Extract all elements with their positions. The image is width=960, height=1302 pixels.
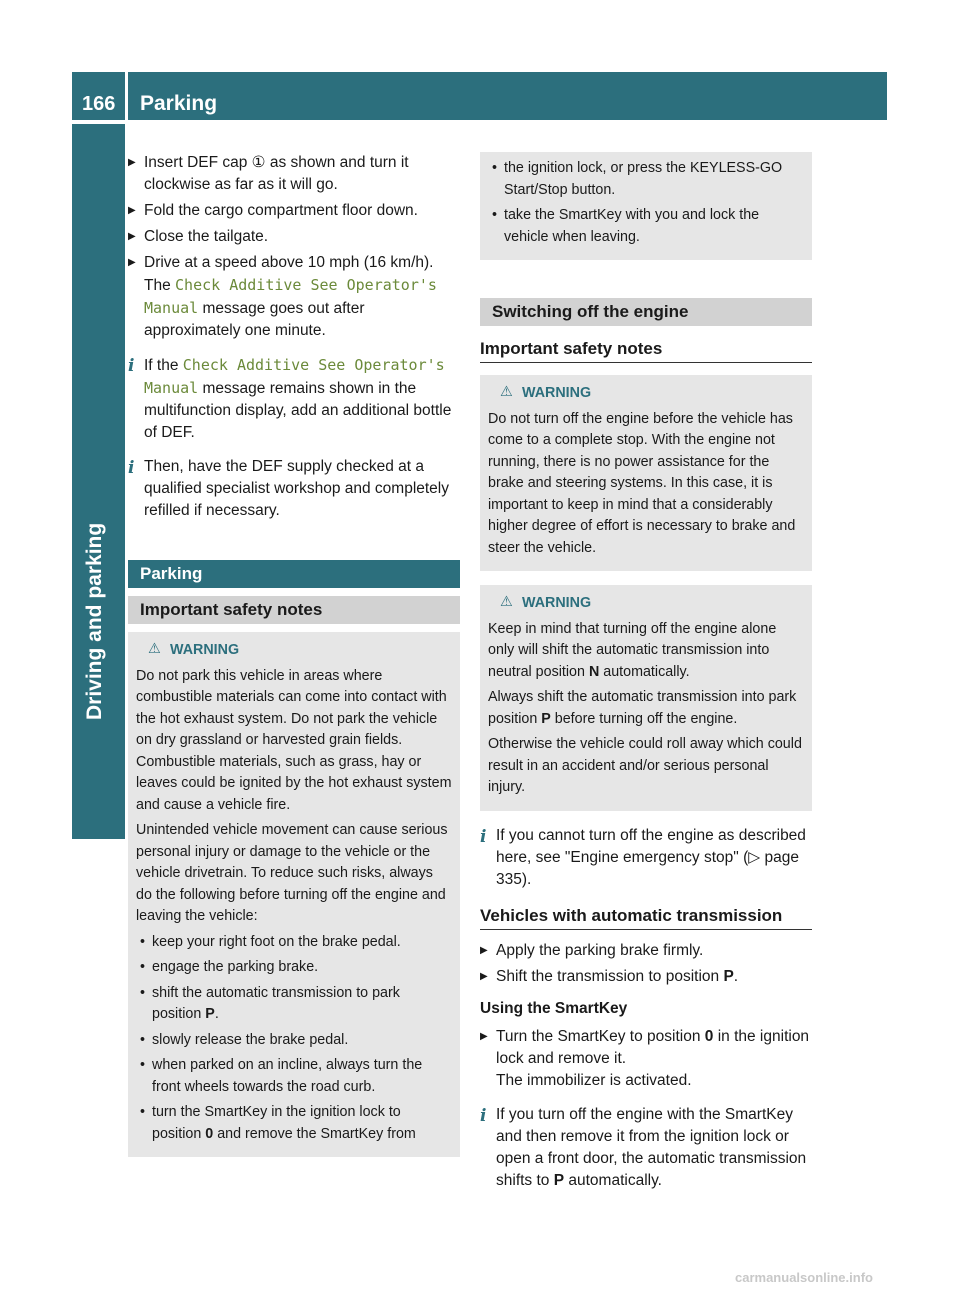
info-icon: i xyxy=(480,1105,487,1126)
watermark: carmanualsonline.info xyxy=(735,1270,873,1285)
subheading-safety: Important safety notes xyxy=(480,338,812,363)
info-icon: i xyxy=(480,826,487,847)
warning-title: ⚠ WARNING xyxy=(488,383,804,405)
warning-text: Otherwise the vehicle could roll away which could result in an accident and/or serious personal injury. xyxy=(488,736,802,795)
warning-text: Unintended vehicle movement can cause serious personal injury or damage to the vehicle or the vehicle drivetrain. To reduce such risks, always do the following before turning off the engine and leaving the vehicle: xyxy=(136,822,448,924)
warning-box xyxy=(480,585,812,811)
section-heading-switch-off: Switching off the engine xyxy=(480,298,812,326)
step-shift-p: ▶ Shift the transmission to position P. xyxy=(480,966,812,988)
list-item: • take the SmartKey with you and lock the vehicle when leaving. xyxy=(488,205,804,248)
list-item: • engage the parking brake. xyxy=(136,957,452,979)
warning-box xyxy=(128,632,460,1157)
list-item: • turn the SmartKey in the ignition lock to position 0 and remove the SmartKey from xyxy=(136,1102,452,1145)
info-note-smartkey: i If you turn off the engine with the SmartKey and then remove it from the ignition lock or open a front door, the automatic transmission shifts to P automatically. xyxy=(480,1105,807,1189)
list-item: • keep your right foot on the brake pedal. xyxy=(136,932,452,954)
list-item-continued: • the ignition lock, or press the KEYLESS-GO Start/Stop button. xyxy=(488,158,804,201)
page-number: 166 xyxy=(72,72,125,120)
right-column xyxy=(480,152,812,1198)
section-heading-safety: Important safety notes xyxy=(128,596,460,624)
warning-text: Always shift the automatic transmission into park position P before turning off the engine. xyxy=(488,689,797,727)
subheading-smartkey: Using the SmartKey xyxy=(480,999,628,1017)
warning-title: ⚠ WARNING xyxy=(136,640,452,662)
warning-title: ⚠ WARNING xyxy=(488,593,804,615)
list-item: • slowly release the brake pedal. xyxy=(136,1030,452,1052)
sidebar-bar-top xyxy=(72,124,125,516)
info-icon: i xyxy=(128,458,135,478)
warning-box xyxy=(480,375,812,571)
sidebar-bar-bottom xyxy=(72,724,125,839)
warning-box-continued xyxy=(480,152,812,260)
step-insert-cap: ▶ Insert DEF cap ① as shown and turn it clockwise as far as it will go. xyxy=(128,152,460,196)
list-item: • when parked on an incline, always turn the front wheels towards the road curb. xyxy=(136,1055,452,1098)
section-heading-parking: Parking xyxy=(128,560,460,588)
step-parking-brake: ▶ Apply the parking brake firmly. xyxy=(480,940,812,962)
display-message: Check Additive See Operator's Manual xyxy=(144,276,437,317)
info-icon: i xyxy=(128,356,135,376)
subheading-automatic: Vehicles with automatic transmission xyxy=(480,905,812,930)
list-item: • shift the automatic transmission to park position P. xyxy=(136,983,452,1026)
info-note-emergency: i If you cannot turn off the engine as described here, see "Engine emergency stop" (▷ page 335). xyxy=(480,826,806,888)
step-fold-floor: ▶ Fold the cargo compartment floor down. xyxy=(128,200,460,222)
left-column xyxy=(128,152,460,1157)
step-turn-smartkey: ▶ Turn the SmartKey to position 0 in the ignition lock and remove it. The immobilizer is activated. xyxy=(480,1026,812,1092)
warning-text: Do not turn off the engine before the vehicle has come to a complete stop. With the engine not running, there is no power assistance for the brake and steering systems. In this case, it is important to keep in mind that a considerably higher degree of effort is necessary to brake and steer the vehicle. xyxy=(488,410,796,556)
warning-text: Do not park this vehicle in areas where combustible materials can come into contact with the hot exhaust system. Do not park the vehicle on dry grassland or harvested grain fields. Combustible materials, such as grass, hay or leaves could be ignited by the hot exhaust system and cause a vehicle fire. xyxy=(136,667,452,813)
warning-text: Keep in mind that turning off the engine alone only will shift the automatic transmission into neutral position N automatically. xyxy=(488,620,777,680)
step-close-tailgate: ▶ Close the tailgate. xyxy=(128,226,460,248)
info-note-additive: i If the Check Additive See Operator's Manual message remains shown in the multifunction display, add an additional bottle of DEF. xyxy=(128,356,452,441)
display-message: Check Additive See Operator's Manual xyxy=(144,356,445,397)
info-note-workshop: i Then, have the DEF supply checked at a qualified specialist workshop and completely refilled if necessary. xyxy=(128,458,449,519)
step-drive: ▶ Drive at a speed above 10 mph (16 km/h). The Check Additive See Operator's Manual message goes out after approximately one minute. xyxy=(128,252,460,342)
sidebar-label: Driving and parking xyxy=(83,522,106,720)
page-title: Parking xyxy=(128,72,887,120)
